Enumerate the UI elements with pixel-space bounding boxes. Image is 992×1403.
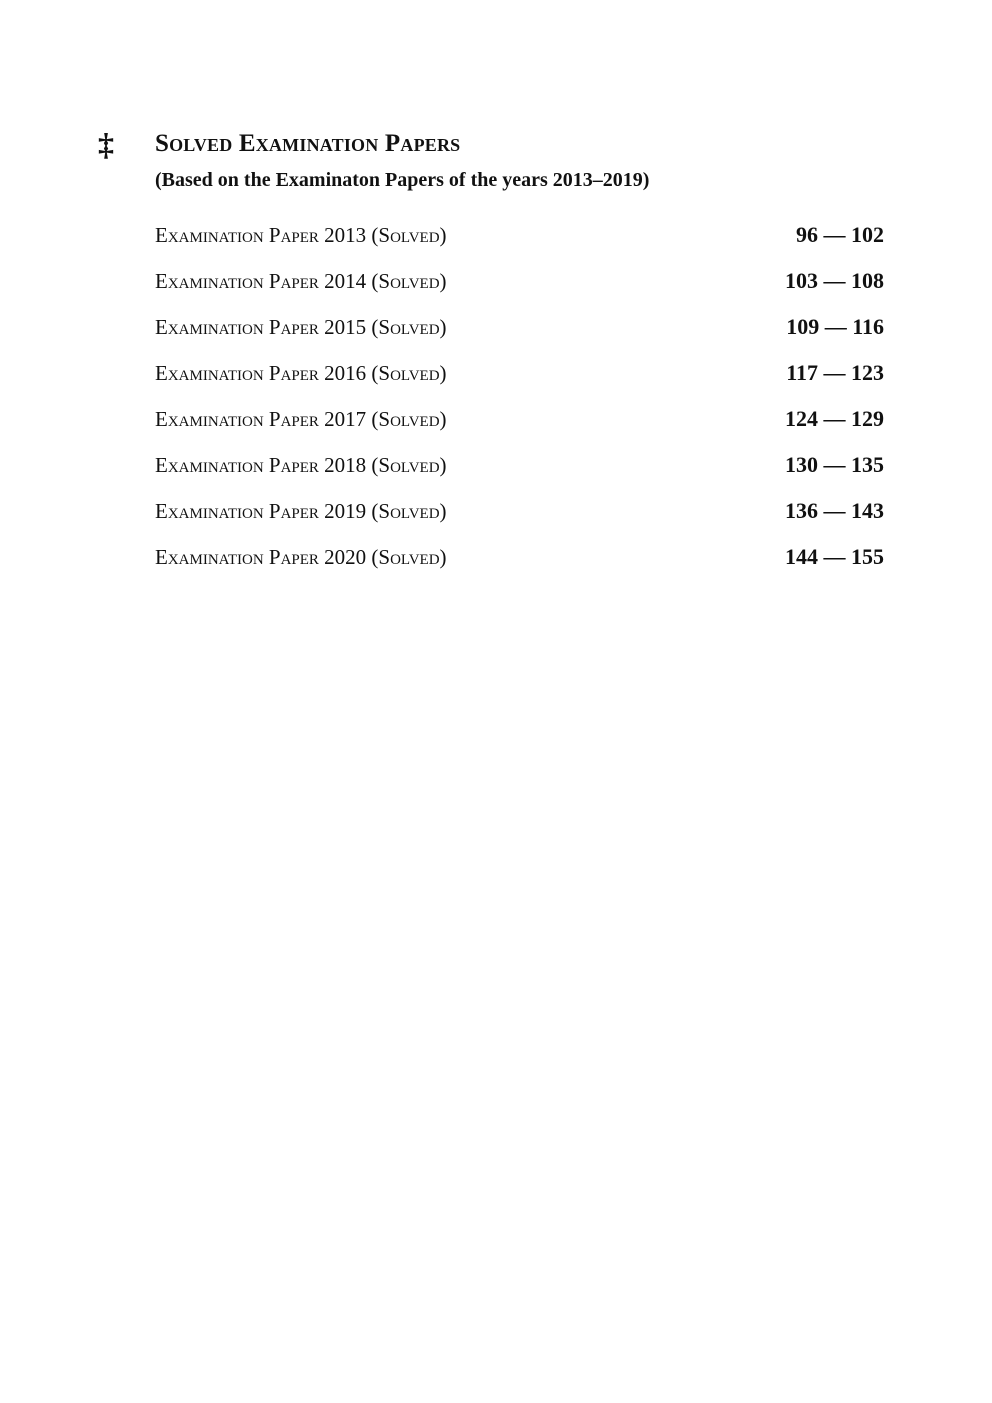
entry-title: Examination Paper 2013 (Solved) — [155, 222, 447, 247]
contents-entry[interactable] — [155, 304, 884, 350]
entry-page-range: 109 — 116 — [786, 314, 884, 339]
entry-title: Examination Paper 2016 (Solved) — [155, 360, 447, 385]
contents-entry[interactable] — [155, 350, 884, 396]
section-title: Solved Examination Papers — [155, 130, 461, 157]
entry-title: Examination Paper 2015 (Solved) — [155, 314, 447, 339]
contents-list — [155, 212, 884, 580]
entry-page-range: 124 — 129 — [785, 406, 884, 431]
contents-entry[interactable] — [155, 258, 884, 304]
entry-page-range: 144 — 155 — [785, 544, 884, 569]
contents-entry[interactable] — [155, 442, 884, 488]
section-subtitle: (Based on the Examinaton Papers of the years 2013–2019) — [155, 169, 650, 191]
entry-page-range: 96 — 102 — [796, 222, 884, 247]
section-marker: ‡ — [98, 126, 114, 162]
contents-entry[interactable] — [155, 534, 884, 580]
entry-title: Examination Paper 2020 (Solved) — [155, 544, 447, 569]
entry-page-range: 103 — 108 — [785, 268, 884, 293]
contents-entry[interactable] — [155, 396, 884, 442]
contents-entry[interactable] — [155, 488, 884, 534]
entry-page-range: 117 — 123 — [786, 360, 884, 385]
entry-title: Examination Paper 2018 (Solved) — [155, 452, 447, 477]
contents-entry[interactable] — [155, 212, 884, 258]
entry-title: Examination Paper 2014 (Solved) — [155, 268, 447, 293]
entry-title: Examination Paper 2017 (Solved) — [155, 406, 447, 431]
entry-page-range: 136 — 143 — [785, 498, 884, 523]
entry-title: Examination Paper 2019 (Solved) — [155, 498, 447, 523]
entry-page-range: 130 — 135 — [785, 452, 884, 477]
